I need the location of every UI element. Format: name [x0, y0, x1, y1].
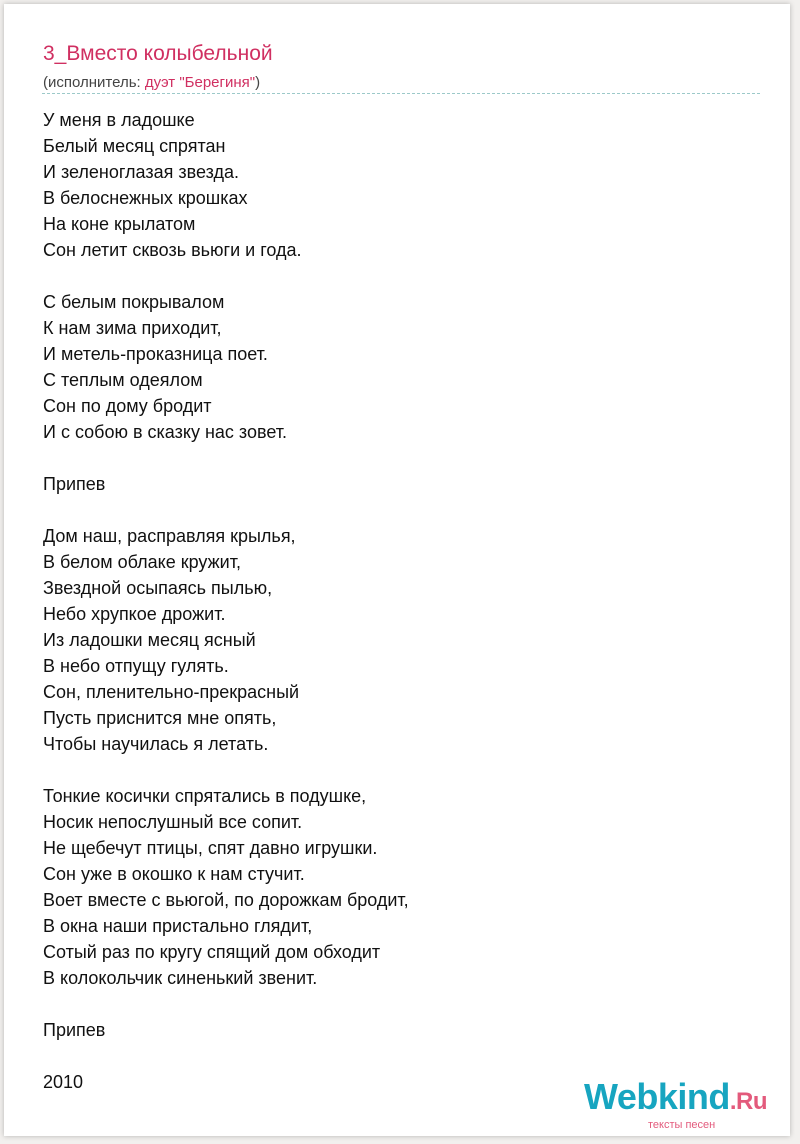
lyric-line: И с собою в сказку нас зовет. — [43, 422, 287, 442]
lyric-line: С белым покрывалом — [43, 292, 225, 312]
stanza-gap — [43, 497, 743, 523]
stanza-gap — [43, 263, 743, 289]
divider — [42, 93, 760, 94]
lyric-line: У меня в ладошке — [43, 110, 195, 130]
logo-main-text: Webkind — [584, 1076, 730, 1117]
lyric-line: Чтобы научилась я летать. — [43, 734, 269, 754]
lyric-line: Белый месяц спрятан — [43, 136, 226, 156]
performer-prefix: (исполнитель: — [43, 74, 145, 91]
lyric-line: Сон уже в окошко к нам стучит. — [43, 864, 305, 884]
stanza-gap — [43, 991, 743, 1017]
stanza-gap — [43, 445, 743, 471]
lyric-line: К нам зима приходит, — [43, 318, 222, 338]
site-logo[interactable] — [584, 1076, 784, 1132]
lyric-line: Сон, пленительно-прекрасный — [43, 682, 300, 702]
lyrics-body — [43, 107, 743, 1095]
lyric-line: Тонкие косички спрятались в подушке, — [43, 786, 367, 806]
logo-wordmark — [584, 1076, 767, 1118]
lyric-line: С теплым одеялом — [43, 370, 203, 390]
lyric-line: Сон летит сквозь вьюги и года. — [43, 240, 302, 260]
stanza-gap — [43, 1043, 743, 1069]
stanza-gap — [43, 757, 743, 783]
lyric-line: Припев — [43, 474, 106, 494]
lyric-line: 2010 — [43, 1072, 84, 1092]
lyric-line: В окна наши пристально глядит, — [43, 916, 313, 936]
song-title: 3_Вместо колыбельной — [43, 42, 273, 65]
lyric-line: И метель-проказница поет. — [43, 344, 268, 364]
lyric-line: Припев — [43, 1020, 106, 1040]
lyric-line: Дом наш, расправляя крылья, — [43, 526, 296, 546]
performer-line — [43, 74, 260, 91]
performer-link[interactable]: дуэт "Берегиня" — [144, 74, 256, 91]
page-sheet — [4, 4, 790, 1136]
lyric-line: В белоснежных крошках — [43, 188, 248, 208]
lyric-line: Сон по дому бродит — [43, 396, 212, 416]
lyric-line: Воет вместе с вьюгой, по дорожкам бродит, — [43, 890, 409, 910]
lyric-line: И зеленоглазая звезда. — [43, 162, 239, 182]
lyric-line: Носик непослушный все сопит. — [43, 812, 303, 832]
lyric-line: Не щебечут птицы, спят давно игрушки. — [43, 838, 378, 858]
lyric-line: Сотый раз по кругу спящий дом обходит — [43, 942, 381, 962]
lyric-line: На коне крылатом — [43, 214, 196, 234]
logo-tagline: тексты песен — [648, 1119, 716, 1131]
lyric-line: Звездной осыпаясь пылью, — [43, 578, 273, 598]
logo-suffix-text: .Ru — [729, 1088, 768, 1115]
lyric-line: Небо хрупкое дрожит. — [43, 604, 226, 624]
lyric-line: Пусть приснится мне опять, — [43, 708, 277, 728]
performer-suffix: ) — [255, 74, 261, 91]
lyric-line: В белом облаке кружит, — [43, 552, 241, 572]
lyric-line: В небо отпущу гулять. — [43, 656, 229, 676]
lyric-line: В колокольчик синенький звенит. — [43, 968, 318, 988]
lyric-line: Из ладошки месяц ясный — [43, 630, 256, 650]
